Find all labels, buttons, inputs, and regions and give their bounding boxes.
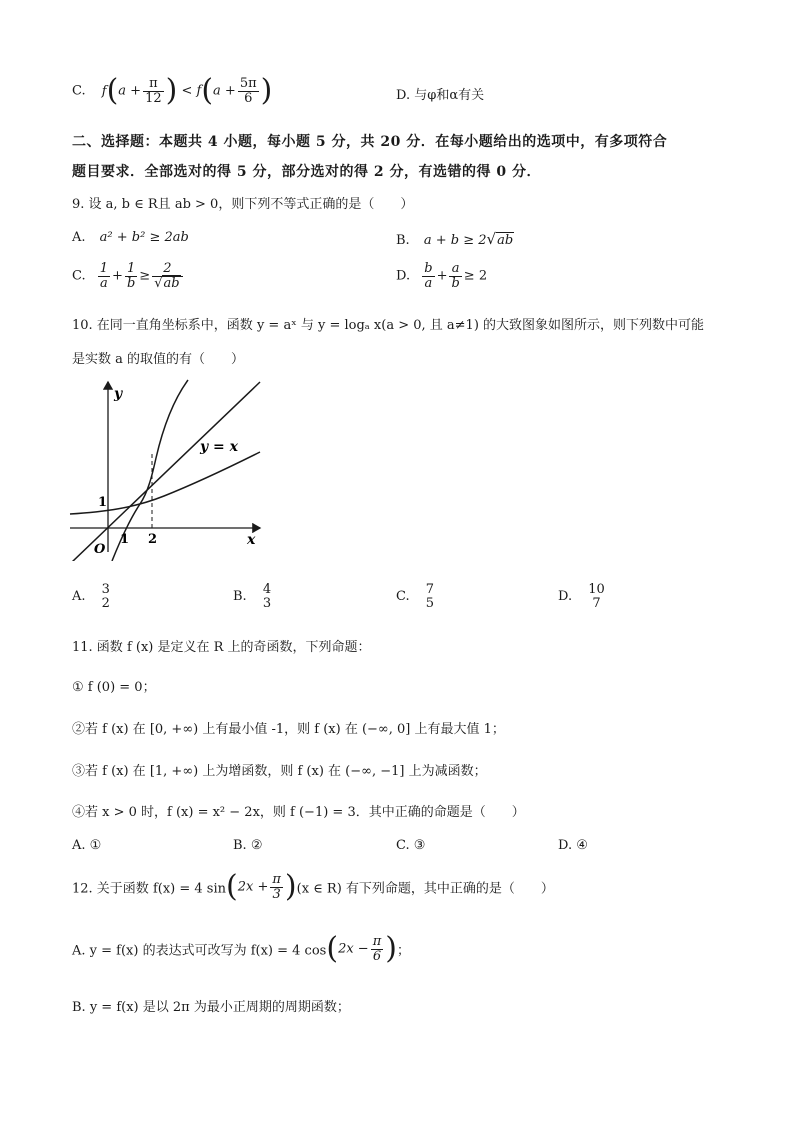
q10-option-b: B. 4 3	[233, 582, 272, 611]
prev-option-d	[396, 84, 484, 103]
q11-proposition-2: ②若 f (x) 在 [0, +∞) 上有最小值 -1，则 f (x) 在 (−∞, 0] 上有最大值 1；	[72, 722, 505, 737]
q11-option-c: C. ③	[396, 838, 426, 853]
lt-sign: < f	[181, 83, 202, 99]
fraction: $\frac{\pi}{12}$	[145, 75, 162, 106]
line-y-equals-x	[72, 382, 260, 561]
q9-option-d: D. $\frac{b}{a}$ + $\frac{a}{b}$ ≥ 2	[396, 261, 488, 291]
tick-label-x2: 2	[148, 532, 158, 547]
option-label: D.	[396, 88, 411, 103]
section-heading-line2: 题目要求．全部选对的得 5 分，部分选对的得 2 分，有选错的得 0 分．	[72, 164, 541, 180]
tick-label-x1: 1	[120, 532, 130, 547]
q10-stem-line1: 10. 在同一直角坐标系中，函数 y = aˣ 与 y = logₐ x(a > 0, 且 a≠1) 的大致图象如图所示，则下列数中可能	[72, 318, 705, 333]
x-axis-label: x	[247, 532, 256, 548]
q9-option-a: A. a² + b² ≥ 2ab	[72, 230, 189, 245]
q10-option-d: D. 10 7	[558, 582, 605, 611]
tick-label-y1: 1	[98, 495, 108, 510]
expr-a: a +	[118, 83, 142, 99]
q10-stem-line2: 是实数 a 的取值的有（ ）	[72, 352, 245, 367]
option-label: C.	[72, 83, 86, 99]
q10-option-c: C. 7 5	[396, 582, 435, 611]
q9-option-c: C. $\frac{1}{a}$ + $\frac{1}{b}$ ≥ $\frac{2}{√ab}$	[72, 262, 185, 290]
q12-stem: 12. 关于函数 f(x) = 4 sin(2x + $\frac{\pi}{3}$ )(x ∈ R) 有下列命题，其中正确的是（ ）	[72, 869, 554, 904]
expr-a: a +	[213, 83, 236, 99]
q10-option-a: A. 3 2	[72, 582, 110, 611]
q11-stem: 11. 函数 f (x) 是定义在 R 上的奇函数，下列命题：	[72, 640, 371, 655]
func-f: f	[101, 83, 107, 99]
q9-option-b: B. a + b ≥ 2√ab	[396, 230, 514, 248]
section-heading-line1: 二、选择题：本题共 4 小题，每小题 5 分，共 20 分．在每小题给出的选项中，有多项符合	[72, 134, 668, 150]
fraction: $\frac{5\pi}{6}$	[239, 75, 257, 106]
q11-proposition-1: ① f (0) = 0；	[72, 680, 156, 695]
q11-option-b: B. ②	[233, 838, 263, 853]
q9-stem: 9. 设 a, b ∈ R且 ab > 0，则下列不等式正确的是（ ）	[72, 197, 414, 212]
function-graph	[64, 376, 274, 561]
origin-label: O	[94, 542, 106, 557]
q11-option-a: A. ①	[72, 838, 102, 853]
q11-option-d: D. ④	[558, 838, 588, 853]
prev-option-c: C. f(a + $\frac{\pi}{12}$ ) < f(a + $\frac{5\pi}{6}$ )	[72, 73, 273, 108]
q11-proposition-4: ④若 x > 0 时，f (x) = x² − 2x，则 f (−1) = 3．其中正确的命题是（ ）	[72, 805, 525, 820]
q11-proposition-3: ③若 f (x) 在 [1, +∞) 上为增函数，则 f (x) 在 (−∞, −1] 上为减函数；	[72, 764, 487, 779]
y-axis-label: y	[114, 386, 123, 402]
q12-option-b: B. y = f(x) 是以 2π 为最小正周期的周期函数；	[72, 1000, 350, 1015]
q12-option-a: A. y = f(x) 的表达式可改写为 f(x) = 4 cos(2x − $\frac{\pi}{6}$ )；	[72, 931, 410, 966]
option-text: 与φ和α有关	[414, 88, 485, 103]
line-label: y = x	[200, 439, 238, 455]
